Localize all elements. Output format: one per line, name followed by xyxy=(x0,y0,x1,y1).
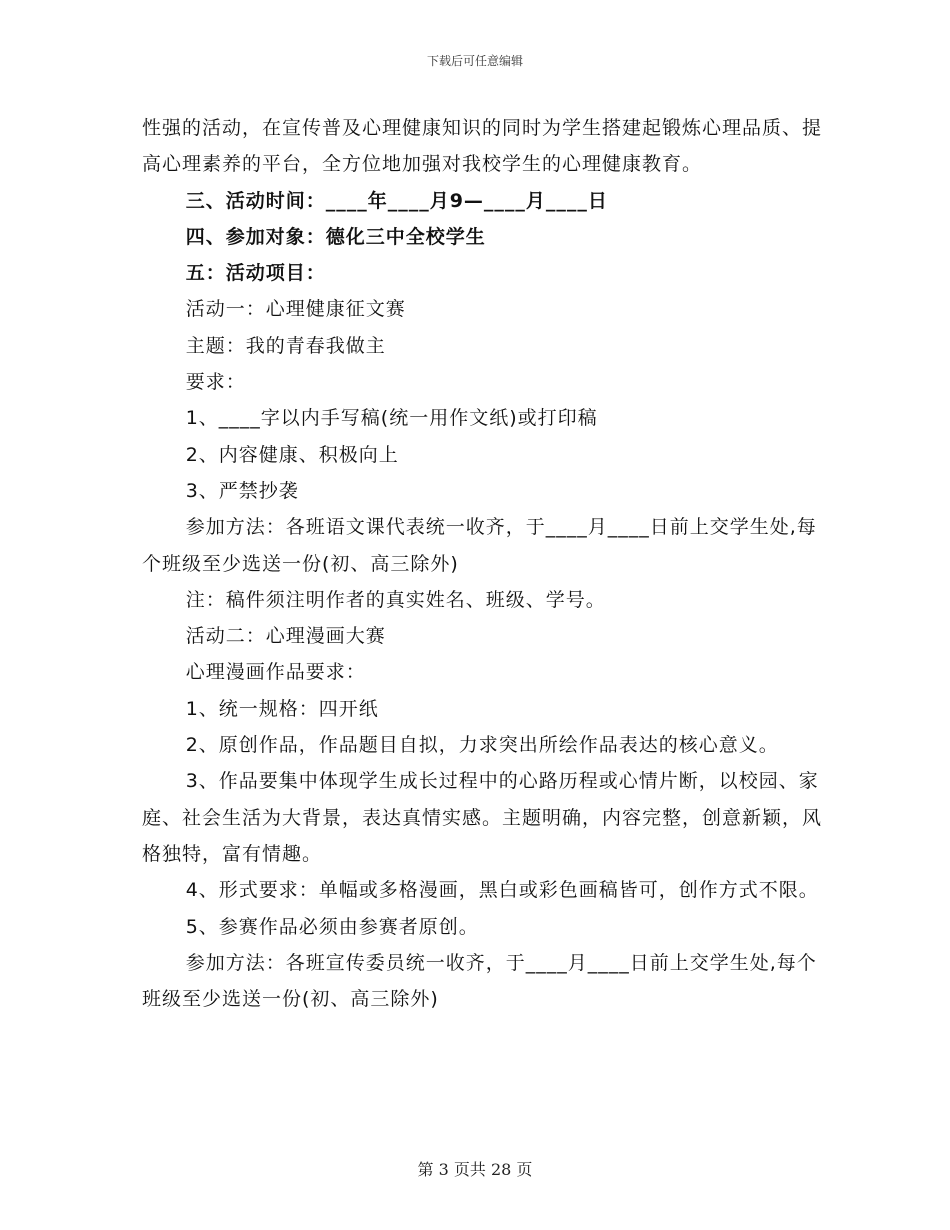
activity-two-requirement-1: 1、统一规格：四开纸 xyxy=(185,697,379,720)
page-footer: 第 3 页共 28 页 xyxy=(417,1160,533,1179)
activity-two-title: 活动二：心理漫画大赛 xyxy=(185,625,386,648)
activity-two-method: 参加方法：各班宣传委员统一收齐，于____月____日前上交学生处,每个班级至少选送一份(初、高三除外) xyxy=(142,951,817,1011)
activity-one-requirement-2: 2、内容健康、积极向上 xyxy=(185,443,399,466)
activity-two-requirement-5: 5、参赛作品必须由参赛者原创。 xyxy=(185,915,479,938)
activity-one-note: 注：稿件须注明作者的真实姓名、班级、学号。 xyxy=(185,588,606,611)
page-header: 下载后可任意编辑 xyxy=(426,54,523,68)
activity-two-requirement-3: 3、作品要集中体现学生成长过程中的心路历程或心情片断，以校园、家庭、社会生活为大背景，表达真情实感。主题明确，内容完整，创意新颖，风格独特，富有情趣。 xyxy=(142,770,823,865)
paragraph-intro-continuation: 性强的活动，在宣传普及心理健康知识的同时为学生搭建起锻炼心理品质、提高心理素养的平台，全方位地加强对我校学生的心理健康教育。 xyxy=(142,117,823,176)
activity-one-theme: 主题：我的青春我做主 xyxy=(185,334,386,357)
heading-participants: 四、参加对象：德化三中全校学生 xyxy=(185,225,486,248)
activity-one-method: 参加方法：各班语文课代表统一收齐，于____月____日前上交学生处,每个班级至少选送一份(初、高三除外) xyxy=(142,516,817,575)
heading-activity-items: 五：活动项目： xyxy=(185,262,326,285)
activity-two-requirements-label: 心理漫画作品要求： xyxy=(185,661,366,684)
activity-one-requirements-label: 要求： xyxy=(185,371,246,394)
activity-two-requirement-2: 2、原创作品，作品题目自拟，力求突出所绘作品表达的核心意义。 xyxy=(185,734,779,757)
activity-two-requirement-4: 4、形式要求：单幅或多格漫画，黑白或彩色画稿皆可，创作方式不限。 xyxy=(185,879,819,902)
activity-one-title: 活动一：心理健康征文赛 xyxy=(185,298,406,321)
heading-activity-time: 三、活动时间：____年____月9—____月____日 xyxy=(185,189,608,212)
activity-one-requirement-3: 3、严禁抄袭 xyxy=(185,479,299,502)
document-body xyxy=(142,110,832,1017)
activity-one-requirement-1: 1、____字以内手写稿(统一用作文纸)或打印稿 xyxy=(185,407,598,430)
